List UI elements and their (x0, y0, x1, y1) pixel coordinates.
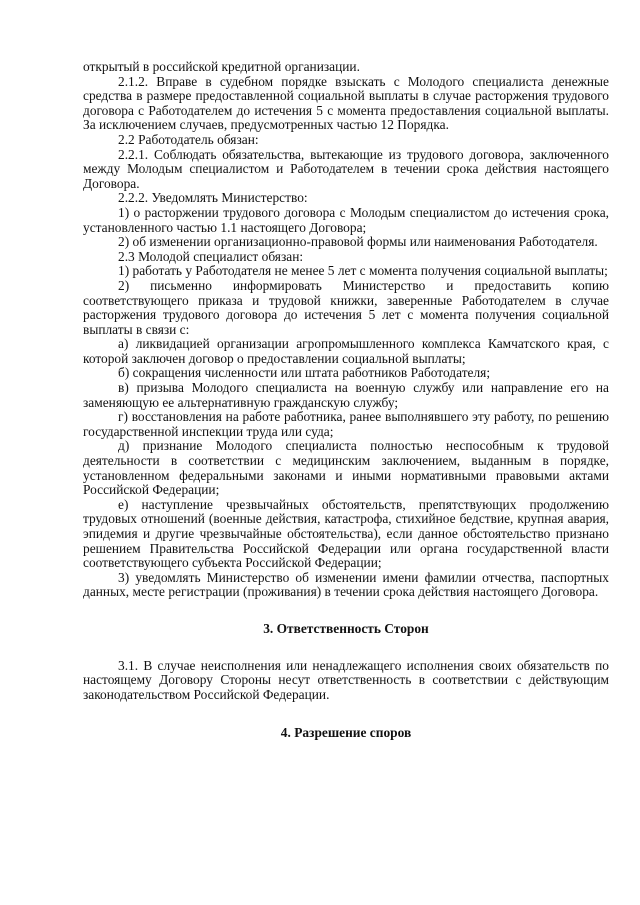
document-body (83, 60, 609, 741)
subitem-a: а) ликвидацией организации агропромышленного комплекса Камчатского края, с которой заключен договор о предоставлении социальной выплаты; (83, 336, 609, 366)
clause-2-3-item-2: 2) письменно информировать Министерство и предоставить копию соответствующего приказа и трудовой книжки, заверенные Работодателем в случае расторжения трудового договора до истечения 5 лет с момента получения социальной выплаты в связи с: (83, 277, 609, 337)
clause-2-2-heading: 2.2 Работодатель обязан: (118, 131, 259, 147)
paragraph-account-continuation: открытый в российской кредитной организации. (83, 59, 360, 74)
subitem-b: б) сокращения численности или штата работников Работодателя; (118, 365, 491, 381)
subitem-d: д) признание Молодого специалиста полностью неспособным к трудовой деятельности в соответствии с медицинским заключением, выданным в порядке, установленном федеральными законами и иными нормативными правовыми актами Российской Федерации; (83, 438, 609, 498)
clause-2-2-2-item-2: 2) об изменении организационно-правовой формы или наименования Работодателя. (118, 234, 598, 250)
section-3-heading: 3. Ответственность Сторон (263, 620, 429, 636)
subitem-g: г) восстановления на работе работника, ранее выполнявшего эту работу, по решению государственной инспекции труда или суда; (83, 409, 609, 439)
clause-2-3-heading: 2.3 Молодой специалист обязан: (118, 248, 304, 264)
clause-2-3-item-3: 3) уведомлять Министерство об изменении имени фамилии отчества, паспортных данных, месте регистрации (проживания) в течении срока действия настоящего Договора. (83, 569, 609, 600)
clause-2-2-1: 2.2.1. Соблюдать обязательства, вытекающие из трудового договора, заключенного между Молодым специалистом и Работодателем в течении срока действия настоящего Договора. (83, 146, 609, 191)
subitem-e: е) наступление чрезвычайных обстоятельств, препятствующих продолжению трудовых отношений (военные действия, катастрофа, стихийное бедствие, крупная авария, эпидемия и другие чрезвычайные обстоятельства), если данное обстоятельство признано решением Правительства Российской Федерации или органа государственной власти соответствующего субъекта Российской Федерации; (83, 496, 609, 571)
clause-2-2-2-item-1: 1) о расторжении трудового договора с Молодым специалистом до истечения срока, установленного частью 1.1 настоящего Договора; (83, 204, 609, 235)
clause-2-1-2: 2.1.2. Вправе в судебном порядке взыскать с Молодого специалиста денежные средства в размере предоставленной социальной выплаты в случае расторжения трудового договора с Работодателем до истечения 5 с момента предоставления социальной выплаты. За исключением случаев, предусмотренных частью 12 Порядка. (83, 73, 609, 133)
section-4-heading: 4. Разрешение споров (280, 725, 412, 741)
clause-2-3-item-1: 1) работать у Работодателя не менее 5 лет с момента получения социальной выплаты; (118, 263, 608, 279)
clause-3-1: 3.1. В случае неисполнения или ненадлежащего исполнения своих обязательств по настоящему Договору Стороны несут ответственность в соответствии с действующим законодательством Российской Федерации. (83, 657, 609, 702)
subitem-v: в) призыва Молодого специалиста на военную службу или направление его на заменяющую ее альтернативную гражданскую службу; (83, 380, 609, 410)
clause-2-2-2: 2.2.2. Уведомлять Министерство: (118, 190, 308, 206)
